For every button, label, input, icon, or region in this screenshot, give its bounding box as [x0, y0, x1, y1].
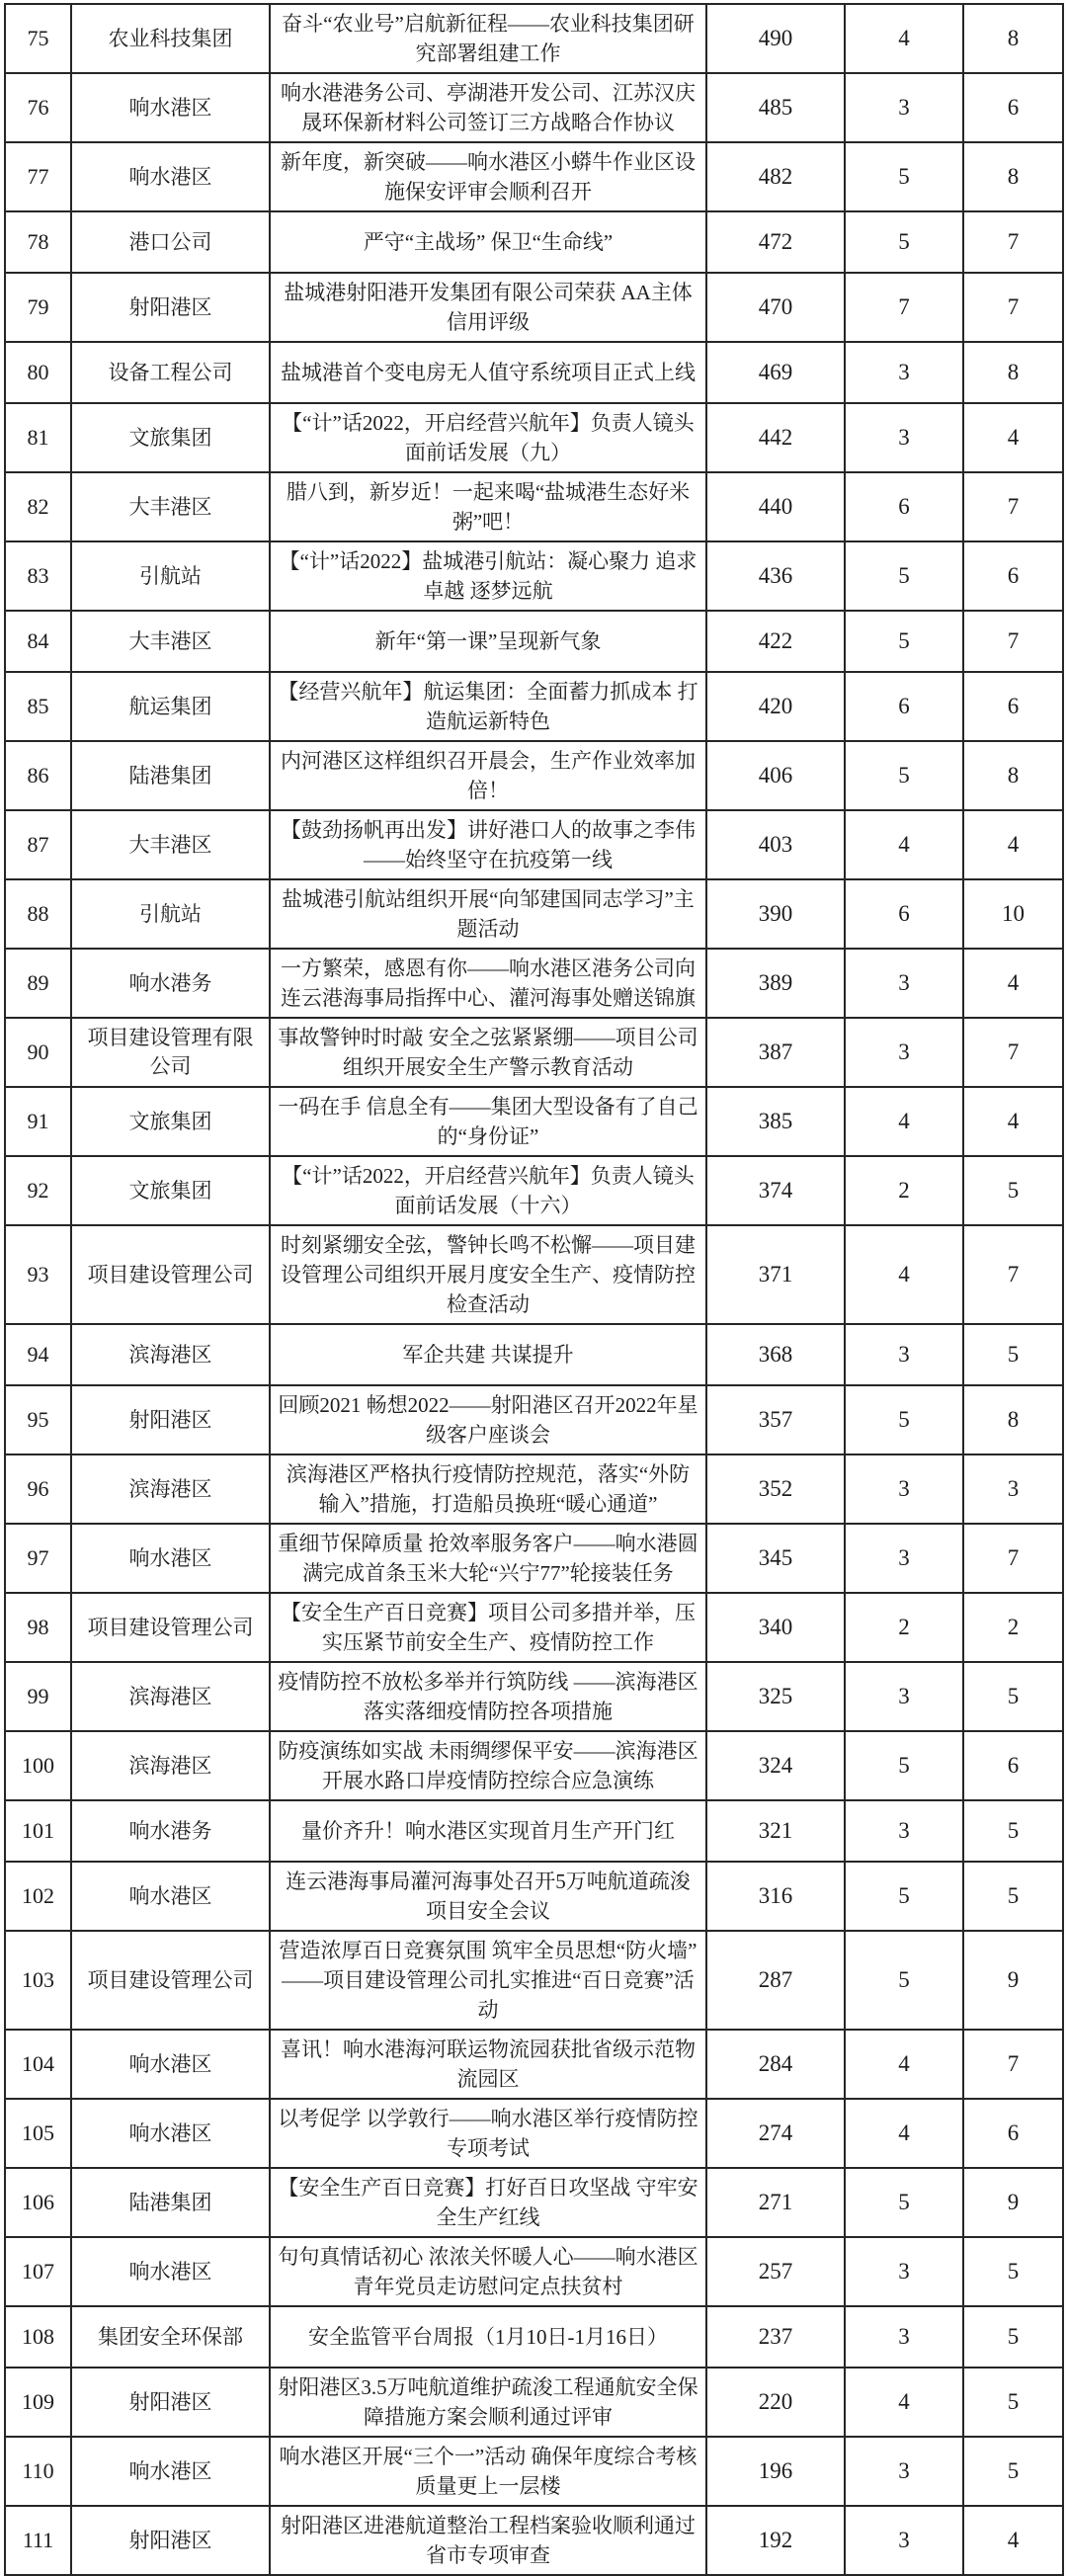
stat1-value: 368: [706, 1324, 845, 1385]
rank-number: 100: [5, 1731, 71, 1800]
organization-name: 项目建设管理公司: [71, 1225, 270, 1324]
organization-name: 滨海港区: [71, 1662, 270, 1731]
organization-name: 设备工程公司: [71, 342, 270, 403]
stat3-value: 5: [963, 2306, 1063, 2368]
table-row: [5, 1087, 1063, 1156]
article-title: 【安全生产百日竞赛】打好百日攻坚战 守牢安全生产红线: [270, 2168, 706, 2237]
stat1-value: 287: [706, 1931, 845, 2030]
stat3-value: 4: [963, 810, 1063, 879]
stat1-value: 472: [706, 211, 845, 273]
stat3-value: 7: [963, 2030, 1063, 2099]
table-row: [5, 810, 1063, 879]
table-row: [5, 2237, 1063, 2306]
stat1-value: 485: [706, 73, 845, 142]
stat2-value: 3: [845, 949, 963, 1018]
organization-name: 射阳港区: [71, 1385, 270, 1454]
article-title: 安全监管平台周报（1月10日-1月16日）: [270, 2306, 706, 2368]
table-row: [5, 1385, 1063, 1454]
stat3-value: 6: [963, 541, 1063, 611]
stat3-value: 7: [963, 1018, 1063, 1087]
table-row: [5, 1524, 1063, 1593]
organization-name: 农业科技集团: [71, 4, 270, 73]
stat1-value: 284: [706, 2030, 845, 2099]
article-title: 回顾2021 畅想2022——射阳港区召开2022年星级客户座谈会: [270, 1385, 706, 1454]
stat1-value: 324: [706, 1731, 845, 1800]
organization-name: 响水港区: [71, 2437, 270, 2506]
stat3-value: 2: [963, 1593, 1063, 1662]
article-title: 新年“第一课”呈现新气象: [270, 611, 706, 672]
table-row: [5, 2099, 1063, 2168]
stat2-value: 5: [845, 741, 963, 810]
article-title: 时刻紧绷安全弦，警钟长鸣不松懈——项目建设管理公司组织开展月度安全生产、疫情防控检查活动: [270, 1225, 706, 1324]
rank-number: 106: [5, 2168, 71, 2237]
table-row: [5, 1800, 1063, 1862]
stat2-value: 2: [845, 1593, 963, 1662]
organization-name: 响水港务: [71, 1800, 270, 1862]
organization-name: 项目建设管理公司: [71, 1593, 270, 1662]
stat2-value: 5: [845, 611, 963, 672]
organization-name: 引航站: [71, 541, 270, 611]
stat1-value: 440: [706, 472, 845, 541]
article-title: 【“计”话2022，开启经营兴航年】负责人镜头面前话发展（九）: [270, 403, 706, 472]
stat1-value: 271: [706, 2168, 845, 2237]
rank-number: 101: [5, 1800, 71, 1862]
stat2-value: 4: [845, 810, 963, 879]
stat3-value: 5: [963, 2237, 1063, 2306]
article-title: 喜讯！响水港海河联运物流园获批省级示范物流园区: [270, 2030, 706, 2099]
stat3-value: 7: [963, 1225, 1063, 1324]
stat2-value: 5: [845, 142, 963, 211]
stat3-value: 7: [963, 611, 1063, 672]
stat1-value: 390: [706, 879, 845, 949]
table-row: [5, 403, 1063, 472]
stat3-value: 4: [963, 949, 1063, 1018]
table-row: [5, 1731, 1063, 1800]
stat1-value: 470: [706, 273, 845, 342]
stat2-value: 6: [845, 472, 963, 541]
stat1-value: 274: [706, 2099, 845, 2168]
rank-number: 86: [5, 741, 71, 810]
organization-name: 大丰港区: [71, 611, 270, 672]
table-row: [5, 2506, 1063, 2575]
stat1-value: 316: [706, 1862, 845, 1931]
table-row: [5, 472, 1063, 541]
stat3-value: 7: [963, 472, 1063, 541]
table-row: [5, 2368, 1063, 2437]
rank-number: 88: [5, 879, 71, 949]
stat3-value: 8: [963, 4, 1063, 73]
stat1-value: 403: [706, 810, 845, 879]
stat2-value: 3: [845, 2506, 963, 2575]
rank-number: 80: [5, 342, 71, 403]
article-title: 量价齐升！响水港区实现首月生产开门红: [270, 1800, 706, 1862]
article-title: 腊八到，新岁近！一起来喝“盐城港生态好米粥”吧！: [270, 472, 706, 541]
table-row: [5, 1593, 1063, 1662]
rank-number: 81: [5, 403, 71, 472]
stat1-value: 196: [706, 2437, 845, 2506]
table-row: [5, 611, 1063, 672]
stat1-value: 357: [706, 1385, 845, 1454]
organization-name: 航运集团: [71, 672, 270, 741]
stat1-value: 192: [706, 2506, 845, 2575]
stat3-value: 7: [963, 1524, 1063, 1593]
rank-number: 102: [5, 1862, 71, 1931]
article-title: 奋斗“农业号”启航新征程——农业科技集团研究部署组建工作: [270, 4, 706, 73]
article-title: 射阳港区进港航道整治工程档案验收顺利通过省市专项审查: [270, 2506, 706, 2575]
stat3-value: 5: [963, 1862, 1063, 1931]
organization-name: 文旅集团: [71, 403, 270, 472]
article-title: 响水港区开展“三个一”活动 确保年度综合考核质量更上一层楼: [270, 2437, 706, 2506]
organization-name: 响水港区: [71, 1862, 270, 1931]
organization-name: 射阳港区: [71, 2368, 270, 2437]
stat2-value: 4: [845, 1087, 963, 1156]
organization-name: 项目建设管理公司: [71, 1931, 270, 2030]
stat3-value: 5: [963, 1662, 1063, 1731]
table-row: [5, 741, 1063, 810]
rank-number: 111: [5, 2506, 71, 2575]
stat3-value: 8: [963, 142, 1063, 211]
article-title: 盐城港射阳港开发集团有限公司荣获 AA主体信用评级: [270, 273, 706, 342]
stat3-value: 10: [963, 879, 1063, 949]
stat2-value: 5: [845, 1931, 963, 2030]
stat3-value: 4: [963, 2506, 1063, 2575]
organization-name: 滨海港区: [71, 1324, 270, 1385]
article-title: 射阳港区3.5万吨航道维护疏浚工程通航安全保障措施方案会顺利通过评审: [270, 2368, 706, 2437]
organization-name: 滨海港区: [71, 1731, 270, 1800]
table-row: [5, 1931, 1063, 2030]
rank-number: 79: [5, 273, 71, 342]
article-title: 重细节保障质量 抢效率服务客户——响水港圆满完成首条玉米大轮“兴宁77”轮接装任务: [270, 1524, 706, 1593]
stat1-value: 406: [706, 741, 845, 810]
organization-name: 文旅集团: [71, 1156, 270, 1225]
organization-name: 文旅集团: [71, 1087, 270, 1156]
rank-number: 96: [5, 1454, 71, 1524]
table-row: [5, 4, 1063, 73]
table-row: [5, 142, 1063, 211]
rank-number: 89: [5, 949, 71, 1018]
stat2-value: 3: [845, 1524, 963, 1593]
organization-name: 集团安全环保部: [71, 2306, 270, 2368]
article-title: 【经营兴航年】航运集团：全面蓄力抓成本 打造航运新特色: [270, 672, 706, 741]
stat1-value: 422: [706, 611, 845, 672]
rank-number: 76: [5, 73, 71, 142]
stat1-value: 442: [706, 403, 845, 472]
stat2-value: 4: [845, 2099, 963, 2168]
stat1-value: 340: [706, 1593, 845, 1662]
organization-name: 港口公司: [71, 211, 270, 273]
stat3-value: 5: [963, 1156, 1063, 1225]
stat2-value: 3: [845, 1454, 963, 1524]
stat3-value: 7: [963, 273, 1063, 342]
stat3-value: 8: [963, 1385, 1063, 1454]
organization-name: 引航站: [71, 879, 270, 949]
article-title: 句句真情话初心 浓浓关怀暖人心——响水港区青年党员走访慰问定点扶贫村: [270, 2237, 706, 2306]
table-row: [5, 949, 1063, 1018]
stat2-value: 4: [845, 2368, 963, 2437]
article-title: 滨海港区严格执行疫情防控规范，落实“外防输入”措施，打造船员换班“暖心通道”: [270, 1454, 706, 1524]
stat1-value: 325: [706, 1662, 845, 1731]
rank-number: 84: [5, 611, 71, 672]
stat3-value: 9: [963, 2168, 1063, 2237]
article-title: 严守“主战场” 保卫“生命线”: [270, 211, 706, 273]
article-ranking-table: [4, 3, 1064, 2576]
stat1-value: 371: [706, 1225, 845, 1324]
article-title: 事故警钟时时敲 安全之弦紧紧绷——项目公司组织开展安全生产警示教育活动: [270, 1018, 706, 1087]
rank-number: 98: [5, 1593, 71, 1662]
stat3-value: 5: [963, 2437, 1063, 2506]
stat1-value: 490: [706, 4, 845, 73]
rank-number: 105: [5, 2099, 71, 2168]
article-title: 营造浓厚百日竞赛氛围 筑牢全员思想“防火墙” ——项目建设管理公司扎实推进“百日竞赛”活动: [270, 1931, 706, 2030]
stat2-value: 4: [845, 4, 963, 73]
stat1-value: 220: [706, 2368, 845, 2437]
stat2-value: 3: [845, 1800, 963, 1862]
table-row: [5, 2030, 1063, 2099]
stat1-value: 345: [706, 1524, 845, 1593]
article-title: 一码在手 信息全有——集团大型设备有了自己的“身份证”: [270, 1087, 706, 1156]
rank-number: 95: [5, 1385, 71, 1454]
rank-number: 75: [5, 4, 71, 73]
stat3-value: 6: [963, 2099, 1063, 2168]
stat3-value: 8: [963, 741, 1063, 810]
stat1-value: 237: [706, 2306, 845, 2368]
stat2-value: 6: [845, 879, 963, 949]
organization-name: 响水港区: [71, 1524, 270, 1593]
stat2-value: 2: [845, 1156, 963, 1225]
stat2-value: 3: [845, 1018, 963, 1087]
stat2-value: 3: [845, 2237, 963, 2306]
stat3-value: 4: [963, 403, 1063, 472]
stat2-value: 5: [845, 2168, 963, 2237]
rank-number: 99: [5, 1662, 71, 1731]
rank-number: 78: [5, 211, 71, 273]
stat2-value: 3: [845, 1662, 963, 1731]
table-row: [5, 211, 1063, 273]
article-title: 军企共建 共谋提升: [270, 1324, 706, 1385]
stat3-value: 9: [963, 1931, 1063, 2030]
stat2-value: 5: [845, 1385, 963, 1454]
article-title: 新年度，新突破——响水港区小蟒牛作业区设施保安评审会顺利召开: [270, 142, 706, 211]
stat1-value: 420: [706, 672, 845, 741]
stat3-value: 6: [963, 73, 1063, 142]
rank-number: 110: [5, 2437, 71, 2506]
stat2-value: 3: [845, 403, 963, 472]
stat1-value: 374: [706, 1156, 845, 1225]
article-title: 【“计”话2022】盐城港引航站：凝心聚力 追求卓越 逐梦远航: [270, 541, 706, 611]
article-title: 以考促学 以学敦行——响水港区举行疫情防控专项考试: [270, 2099, 706, 2168]
stat3-value: 5: [963, 1324, 1063, 1385]
organization-name: 响水港区: [71, 2099, 270, 2168]
rank-number: 108: [5, 2306, 71, 2368]
rank-number: 82: [5, 472, 71, 541]
stat3-value: 6: [963, 1731, 1063, 1800]
table-row: [5, 1225, 1063, 1324]
table-row: [5, 2437, 1063, 2506]
stat2-value: 4: [845, 1225, 963, 1324]
stat3-value: 3: [963, 1454, 1063, 1524]
stat1-value: 387: [706, 1018, 845, 1087]
article-title: 防疫演练如实战 未雨绸缪保平安——滨海港区开展水路口岸疫情防控综合应急演练: [270, 1731, 706, 1800]
article-title: 一方繁荣，感恩有你——响水港区港务公司向连云港海事局指挥中心、灌河海事处赠送锦旗: [270, 949, 706, 1018]
rank-number: 93: [5, 1225, 71, 1324]
article-title: 【鼓劲扬帆再出发】讲好港口人的故事之李伟——始终坚守在抗疫第一线: [270, 810, 706, 879]
article-title: 盐城港首个变电房无人值守系统项目正式上线: [270, 342, 706, 403]
rank-number: 109: [5, 2368, 71, 2437]
stat2-value: 7: [845, 273, 963, 342]
stat1-value: 321: [706, 1800, 845, 1862]
article-title: 盐城港引航站组织开展“向邹建国同志学习”主题活动: [270, 879, 706, 949]
organization-name: 滨海港区: [71, 1454, 270, 1524]
stat1-value: 389: [706, 949, 845, 1018]
stat1-value: 385: [706, 1087, 845, 1156]
stat3-value: 7: [963, 211, 1063, 273]
stat1-value: 436: [706, 541, 845, 611]
stat2-value: 3: [845, 1324, 963, 1385]
organization-name: 响水港区: [71, 73, 270, 142]
stat3-value: 6: [963, 672, 1063, 741]
stat3-value: 8: [963, 342, 1063, 403]
table-row: [5, 273, 1063, 342]
table-row: [5, 541, 1063, 611]
rank-number: 104: [5, 2030, 71, 2099]
table-body: [5, 4, 1063, 2575]
table-row: [5, 73, 1063, 142]
stat2-value: 3: [845, 2306, 963, 2368]
rank-number: 83: [5, 541, 71, 611]
stat2-value: 3: [845, 342, 963, 403]
rank-number: 92: [5, 1156, 71, 1225]
rank-number: 91: [5, 1087, 71, 1156]
rank-number: 107: [5, 2237, 71, 2306]
table-row: [5, 672, 1063, 741]
table-row: [5, 1454, 1063, 1524]
table-row: [5, 2168, 1063, 2237]
rank-number: 87: [5, 810, 71, 879]
stat1-value: 352: [706, 1454, 845, 1524]
article-title: 【“计”话2022，开启经营兴航年】负责人镜头面前话发展（十六）: [270, 1156, 706, 1225]
organization-name: 射阳港区: [71, 2506, 270, 2575]
table-row: [5, 1324, 1063, 1385]
table-row: [5, 879, 1063, 949]
organization-name: 响水港区: [71, 142, 270, 211]
stat3-value: 5: [963, 2368, 1063, 2437]
table-row: [5, 342, 1063, 403]
stat2-value: 5: [845, 211, 963, 273]
rank-number: 90: [5, 1018, 71, 1087]
rank-number: 85: [5, 672, 71, 741]
organization-name: 响水港区: [71, 2237, 270, 2306]
article-title: 【安全生产百日竞赛】项目公司多措并举，压实压紧节前安全生产、疫情防控工作: [270, 1593, 706, 1662]
stat2-value: 5: [845, 1731, 963, 1800]
article-title: 内河港区这样组织召开晨会，生产作业效率加倍！: [270, 741, 706, 810]
stat1-value: 257: [706, 2237, 845, 2306]
organization-name: 陆港集团: [71, 2168, 270, 2237]
table-row: [5, 1662, 1063, 1731]
stat2-value: 5: [845, 541, 963, 611]
organization-name: 响水港务: [71, 949, 270, 1018]
organization-name: 响水港区: [71, 2030, 270, 2099]
stat1-value: 469: [706, 342, 845, 403]
stat2-value: 3: [845, 2437, 963, 2506]
rank-number: 77: [5, 142, 71, 211]
organization-name: 陆港集团: [71, 741, 270, 810]
rank-number: 97: [5, 1524, 71, 1593]
stat2-value: 3: [845, 73, 963, 142]
organization-name: 大丰港区: [71, 810, 270, 879]
stat2-value: 4: [845, 2030, 963, 2099]
article-title: 疫情防控不放松多举并行筑防线 ——滨海港区落实落细疫情防控各项措施: [270, 1662, 706, 1731]
organization-name: 项目建设管理有限公司: [71, 1018, 270, 1087]
rank-number: 94: [5, 1324, 71, 1385]
stat3-value: 5: [963, 1800, 1063, 1862]
organization-name: 大丰港区: [71, 472, 270, 541]
organization-name: 射阳港区: [71, 273, 270, 342]
table-row: [5, 2306, 1063, 2368]
table-row: [5, 1862, 1063, 1931]
table-row: [5, 1018, 1063, 1087]
rank-number: 103: [5, 1931, 71, 2030]
stat2-value: 6: [845, 672, 963, 741]
stat1-value: 482: [706, 142, 845, 211]
stat3-value: 4: [963, 1087, 1063, 1156]
article-title: 连云港海事局灌河海事处召开5万吨航道疏浚项目安全会议: [270, 1862, 706, 1931]
article-title: 响水港港务公司、亭湖港开发公司、江苏汉庆晟环保新材料公司签订三方战略合作协议: [270, 73, 706, 142]
stat2-value: 5: [845, 1862, 963, 1931]
table-row: [5, 1156, 1063, 1225]
